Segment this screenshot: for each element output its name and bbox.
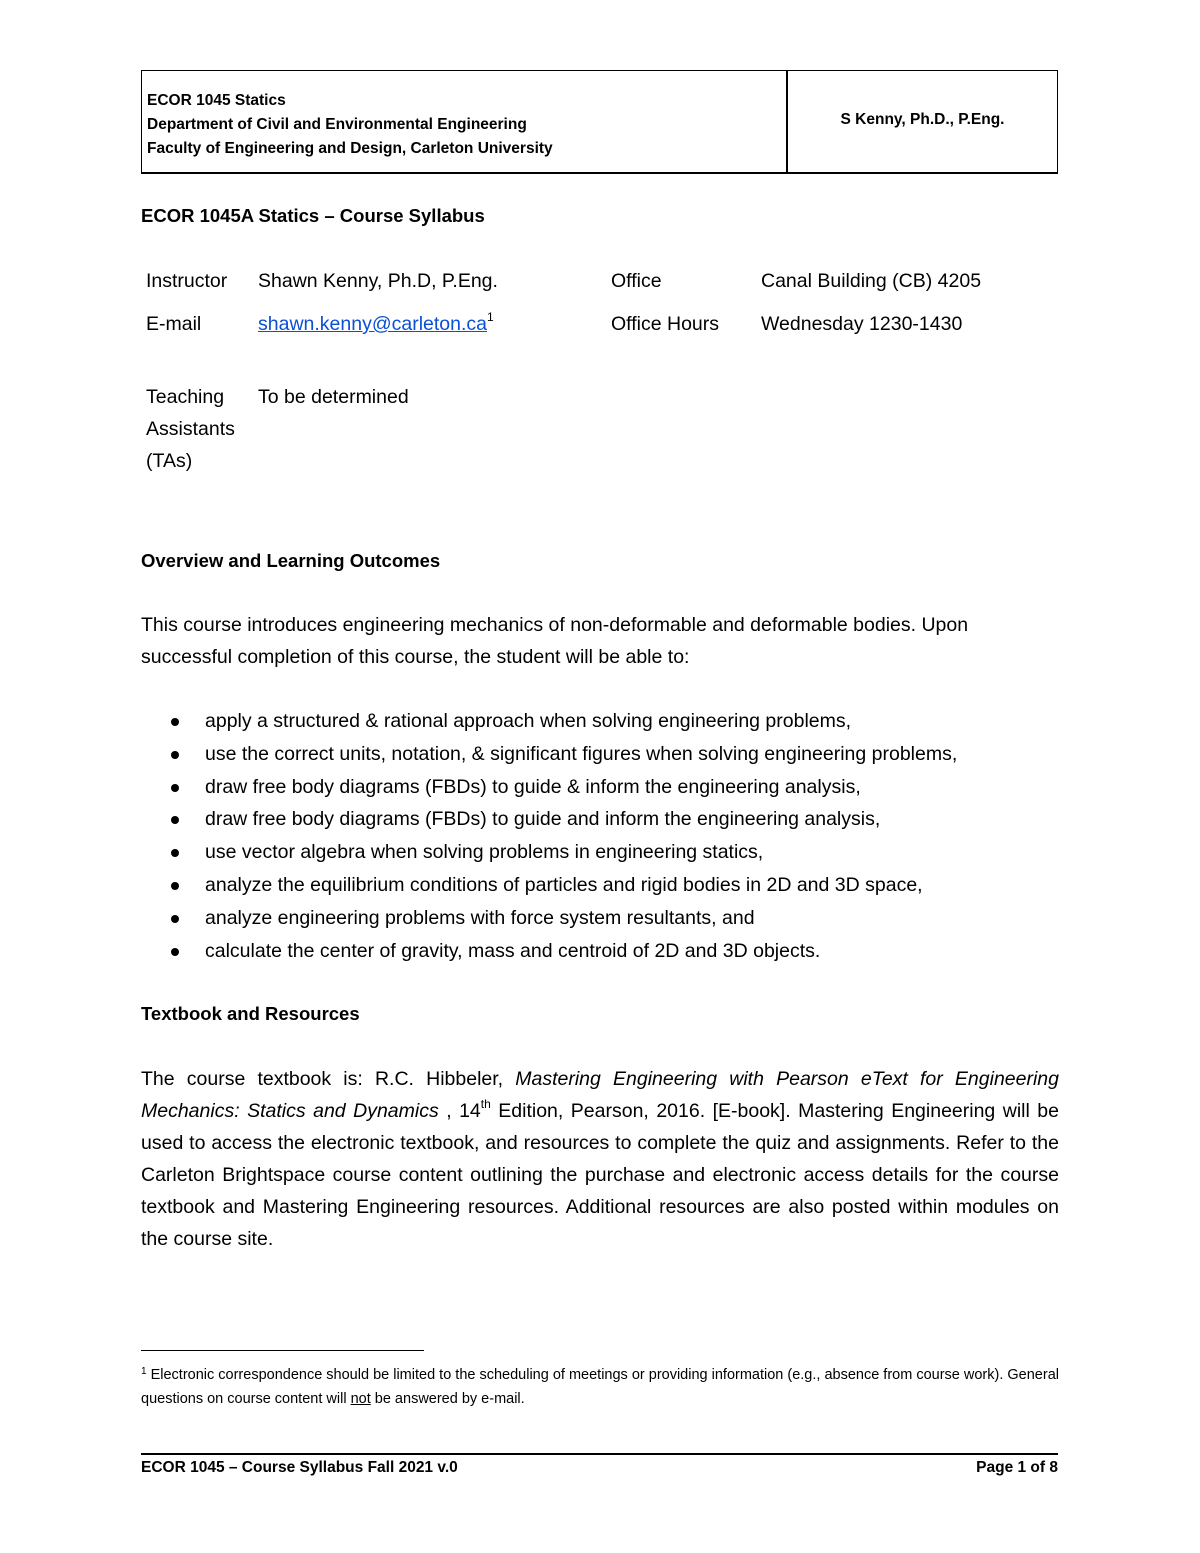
instructor-label: Instructor <box>146 270 228 292</box>
document-header <box>141 70 1058 174</box>
bullet-icon <box>171 915 179 923</box>
instructor-value: Shawn Kenny, Ph.D, P.Eng. <box>258 270 498 292</box>
bullet-icon <box>171 718 179 726</box>
textbook-paragraph: The course textbook is: R.C. Hibbeler, Mastering Engineering with Pearson eText for Engineering Mechanics: Statics and Dynamics , 14th Edition, Pearson, 2016. [E-book]. Mastering Engineering will be used to access the electronic textbook, and resources to complete the quiz and assignments. Refer to the Carleton Brightspace course content outlining the purchase and electronic access details for the course textbook and Mastering Engineering resources. Additional resources are also posted within modules on the course site. <box>141 1068 1059 1250</box>
list-item: use vector algebra when solving problems in engineering statics, <box>141 836 1059 869</box>
textbook-title: Mastering Engineering with Pearson eText for Engineering Mechanics: Statics and Dynamics <box>141 1068 1059 1122</box>
footnote-emphasis: not <box>350 1391 371 1407</box>
bullet-icon <box>171 816 179 824</box>
email-label: E-mail <box>146 313 202 335</box>
list-item: calculate the center of gravity, mass and centroid of 2D and 3D objects. <box>141 935 1059 968</box>
list-item: apply a structured & rational approach when solving engineering problems, <box>141 705 1059 738</box>
office-value: Canal Building (CB) 4205 <box>761 270 982 292</box>
footnote-mark: 1 <box>141 1366 147 1377</box>
textbook-heading: Textbook and Resources <box>141 1003 360 1024</box>
office-hours-value: Wednesday 1230-1430 <box>761 313 963 335</box>
list-item: analyze engineering problems with force system resultants, and <box>141 902 1059 935</box>
header-course-info <box>147 89 553 161</box>
list-item: analyze the equilibrium conditions of particles and rigid bodies in 2D and 3D space, <box>141 869 1059 902</box>
overview-intro: This course introduces engineering mechanics of non-deformable and deformable bodies. Upon successful completion of this course, the student will be able to: <box>141 614 969 668</box>
page-title: ECOR 1045A Statics – Course Syllabus <box>141 205 485 226</box>
list-item: use the correct units, notation, & significant figures when solving engineering problems, <box>141 738 1059 771</box>
bullet-icon <box>171 751 179 759</box>
header-faculty: Faculty of Engineering and Design, Carleton University <box>147 140 553 157</box>
office-hours-label: Office Hours <box>611 313 720 335</box>
footnote: $^1$ Electronic correspondence should be limited to the scheduling of meetings or providing information (e.g., absence from course work). General questions on course content will not be answered by e-mail. <box>141 1366 1059 1407</box>
header-department: Department of Civil and Environmental Engineering <box>147 116 527 133</box>
email-footnote-ref[interactable]: 1 <box>487 310 494 324</box>
list-item: draw free body diagrams (FBDs) to guide & inform the engineering analysis, <box>141 771 1059 804</box>
email-row <box>258 308 494 340</box>
learning-outcomes-list <box>141 705 1059 967</box>
footer-page-number: Page 1 of 8 <box>976 1459 1058 1476</box>
bullet-icon <box>171 849 179 857</box>
footer-divider <box>141 1453 1058 1455</box>
list-item: draw free body diagrams (FBDs) to guide and inform the engineering analysis, <box>141 803 1059 836</box>
header-author: S Kenny, Ph.D., P.Eng. <box>840 111 1005 128</box>
footer-document-title: ECOR 1045 – Course Syllabus Fall 2021 v.0 <box>141 1459 458 1476</box>
overview-heading: Overview and Learning Outcomes <box>141 550 441 571</box>
footnote-separator <box>141 1350 424 1351</box>
email-link[interactable]: shawn.kenny@carleton.ca <box>258 313 488 335</box>
ta-value: To be determined <box>258 386 409 408</box>
bullet-icon <box>171 948 179 956</box>
office-label: Office <box>611 270 662 292</box>
header-course-name: ECOR 1045 Statics <box>147 92 286 109</box>
ta-label: Teaching Assistants (TAs) <box>146 386 235 472</box>
bullet-icon <box>171 784 179 792</box>
bullet-icon <box>171 882 179 890</box>
